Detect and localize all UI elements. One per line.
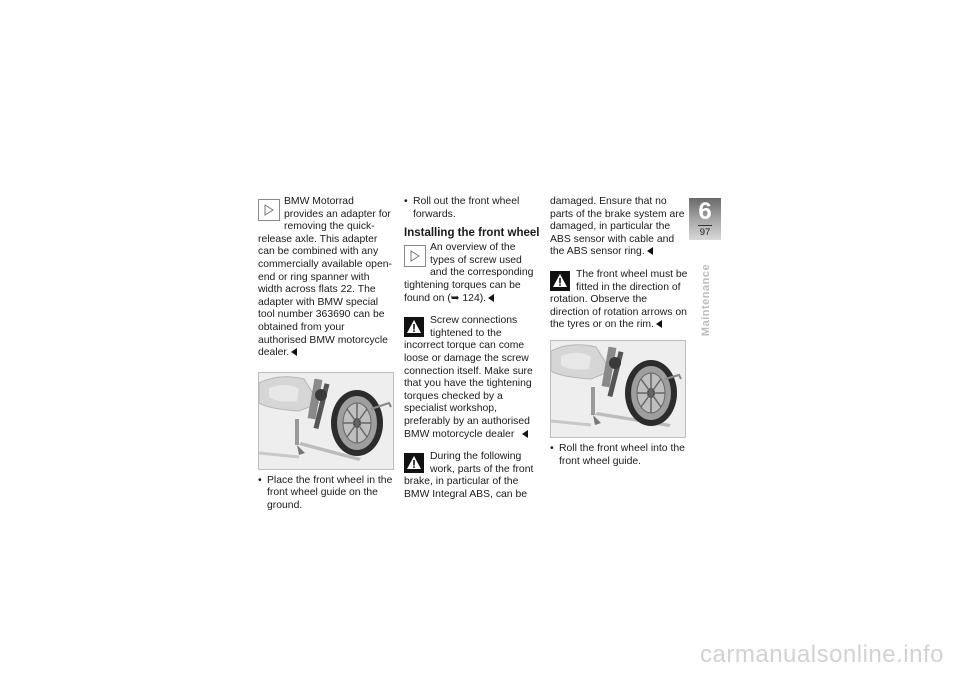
warning-text: damaged. Ensure that no parts of the brake system are damaged, in particular the ABS sensor with cable and the ABS sensor ring.	[550, 196, 685, 258]
section-heading: Installing the front wheel	[404, 227, 540, 240]
list-item: • Roll out the front wheel forwards.	[404, 196, 542, 221]
note-text: BMW Motorrad provides an adapter for removing the quick-release axle. This adapter can be combined with any commercially available open-end or ring spanner with width across flats 22. The adapter with BMW special tool number 363690 can be obtained from your authorised BMW motorcycle dealer.	[258, 196, 392, 359]
figure-front-wheel-stand	[258, 372, 394, 470]
warning-continuation	[550, 196, 688, 259]
note-block	[404, 242, 542, 305]
warning-block	[404, 315, 542, 441]
warning-triangle-icon	[404, 453, 424, 473]
figure-front-wheel-guide	[550, 340, 686, 438]
end-mark-icon	[656, 320, 662, 328]
note-block	[258, 196, 396, 360]
chapter-number: 6	[698, 198, 712, 225]
warning-block	[404, 451, 542, 501]
warning-block	[550, 269, 688, 332]
column-2	[404, 196, 542, 501]
warning-text: The front wheel must be fitted in the direction of rotation. Observe the direction of rotation arrows on the tyres or on the rim.	[550, 268, 688, 331]
list-item: • Place the front wheel in the front wheel guide on the ground.	[258, 475, 396, 513]
warning-text: Screw connections tightened to the incorrect torque can come loose or damage the screw connection itself. Make sure that you have the tightening torques checked by a specialist workshop, preferably by an authorised BMW motorcycle dealer	[404, 315, 533, 440]
end-mark-icon	[488, 294, 494, 302]
list-item: • Roll the front wheel into the front wheel guide.	[550, 443, 688, 468]
column-1	[258, 196, 396, 513]
warning-text: During the following work, parts of the front brake, in particular of the BMW Integral ABS, can be	[404, 451, 534, 500]
end-mark-icon	[522, 430, 528, 438]
note-triangle-icon	[404, 245, 426, 267]
end-mark-icon	[291, 348, 297, 356]
page-number: 97	[699, 227, 711, 238]
note-triangle-icon	[258, 199, 280, 221]
watermark: carmanualsonline.info	[700, 641, 944, 668]
end-mark-icon	[647, 247, 653, 255]
column-3	[550, 196, 688, 468]
note-text: An overview of the types of screw used and the corresponding tightening torques can be found on (➥ 124).	[404, 242, 534, 304]
chapter-tab	[689, 198, 721, 240]
section-label: Maintenance	[700, 263, 712, 337]
warning-triangle-icon	[550, 271, 570, 291]
warning-triangle-icon	[404, 317, 424, 337]
